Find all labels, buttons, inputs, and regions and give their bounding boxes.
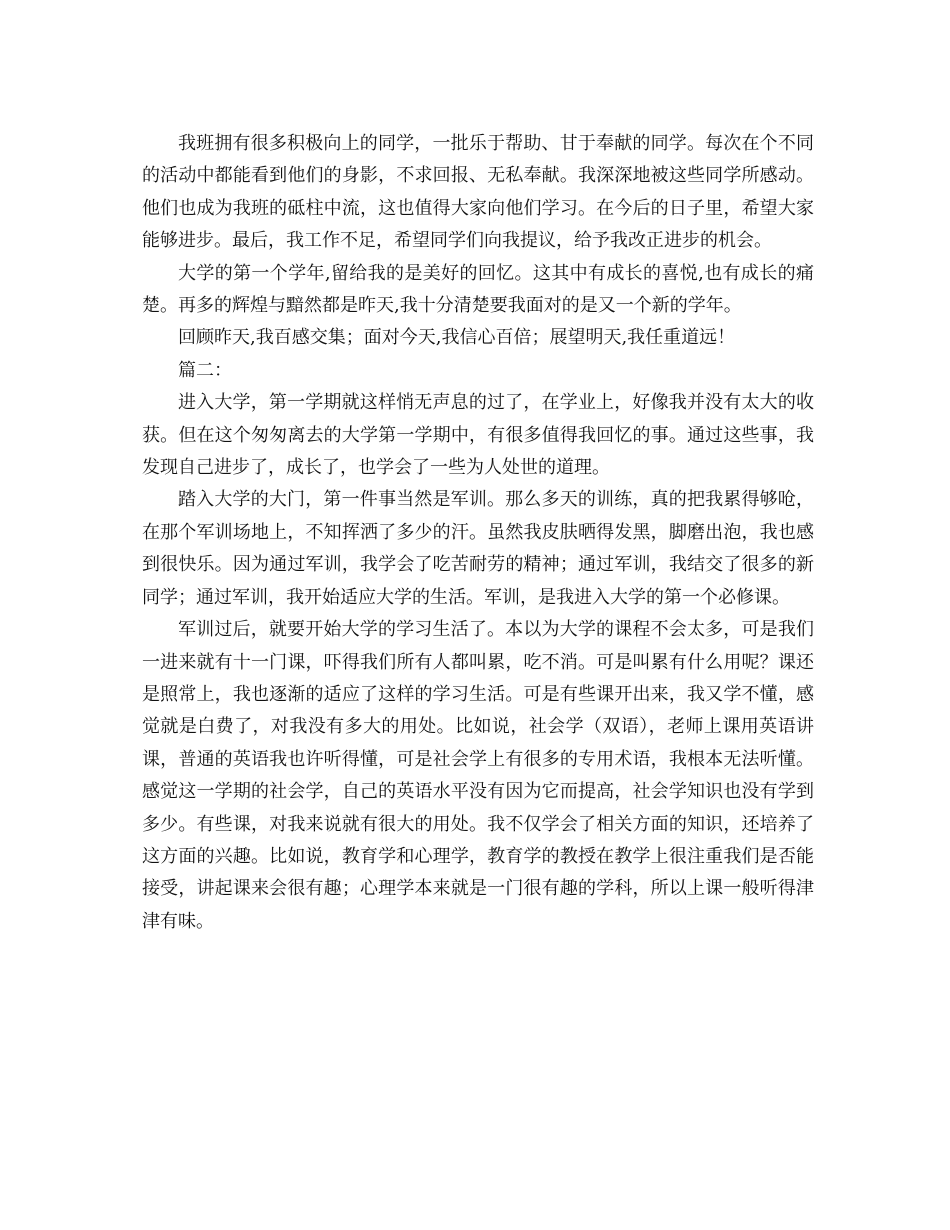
section-heading: 篇二： bbox=[178, 359, 232, 381]
paragraph: 踏入大学的大门，第一件事当然是军训。那么多天的训练，真的把我累得够呛，在那个军训场地上，不知挥洒了多少的汗。虽然我皮肤晒得发黑，脚磨出泡，我也感到很快乐。因为通过军训，我学会了吃苦耐劳的精神；通过军训，我结交了很多的新同学；通过军训，我开始适应大学的生活。军训，是我进入大学的第一个必修课。 bbox=[142, 489, 814, 608]
paragraph: 进入大学，第一学期就这样悄无声息的过了，在学业上，好像我并没有太大的收获。但在这个匆匆离去的大学第一学期中，有很多值得我回忆的事。通过这些事，我发现自己进步了，成长了，也学会了一些为人处世的道理。 bbox=[142, 392, 814, 479]
paragraph: 军训过后，就要开始大学的学习生活了。本以为大学的课程不会太多，可是我们一进来就有十一门课，吓得我们所有人都叫累，吃不消。可是叫累有什么用呢？课还是照常上，我也逐渐的适应了这样的学习生活。可是有些课开出来，我又学不懂，感觉就是白费了，对我没有多大的用处。比如说，社会学（双语），老师上课用英语讲课，普通的英语我也许听得懂，可是社会学上有很多的专用术语，我根本无法听懂。感觉这一学期的社会学，自己的英语水平没有因为它而提高，社会学知识也没有学到多少。有些课，对我来说就有很大的用处。我不仅学会了相关方面的知识，还培养了这方面的兴趣。比如说，教育学和心理学，教育学的教授在教学上很注重我们是否能接受，讲起课来会很有趣；心理学本来就是一门很有趣的学科，所以上课一般听得津津有味。 bbox=[142, 619, 814, 932]
paragraph: 我班拥有很多积极向上的同学，一批乐于帮助、甘于奉献的同学。每次在个不同的活动中都能看到他们的身影，不求回报、无私奉献。我深深地被这些同学所感动。他们也成为我班的砥柱中流，这也值得大家向他们学习。在今后的日子里，希望大家能够进步。最后，我工作不足，希望同学们向我提议，给予我改正进步的机会。 bbox=[142, 133, 814, 252]
document-body bbox=[142, 128, 814, 938]
paragraph: 大学的第一个学年,留给我的是美好的回忆。这其中有成长的喜悦,也有成长的痛楚。再多的辉煌与黯然都是昨天,我十分清楚要我面对的是又一个新的学年。 bbox=[142, 262, 814, 317]
paragraph: 回顾昨天,我百感交集；面对今天,我信心百倍；展望明天,我任重道远！ bbox=[178, 327, 736, 349]
